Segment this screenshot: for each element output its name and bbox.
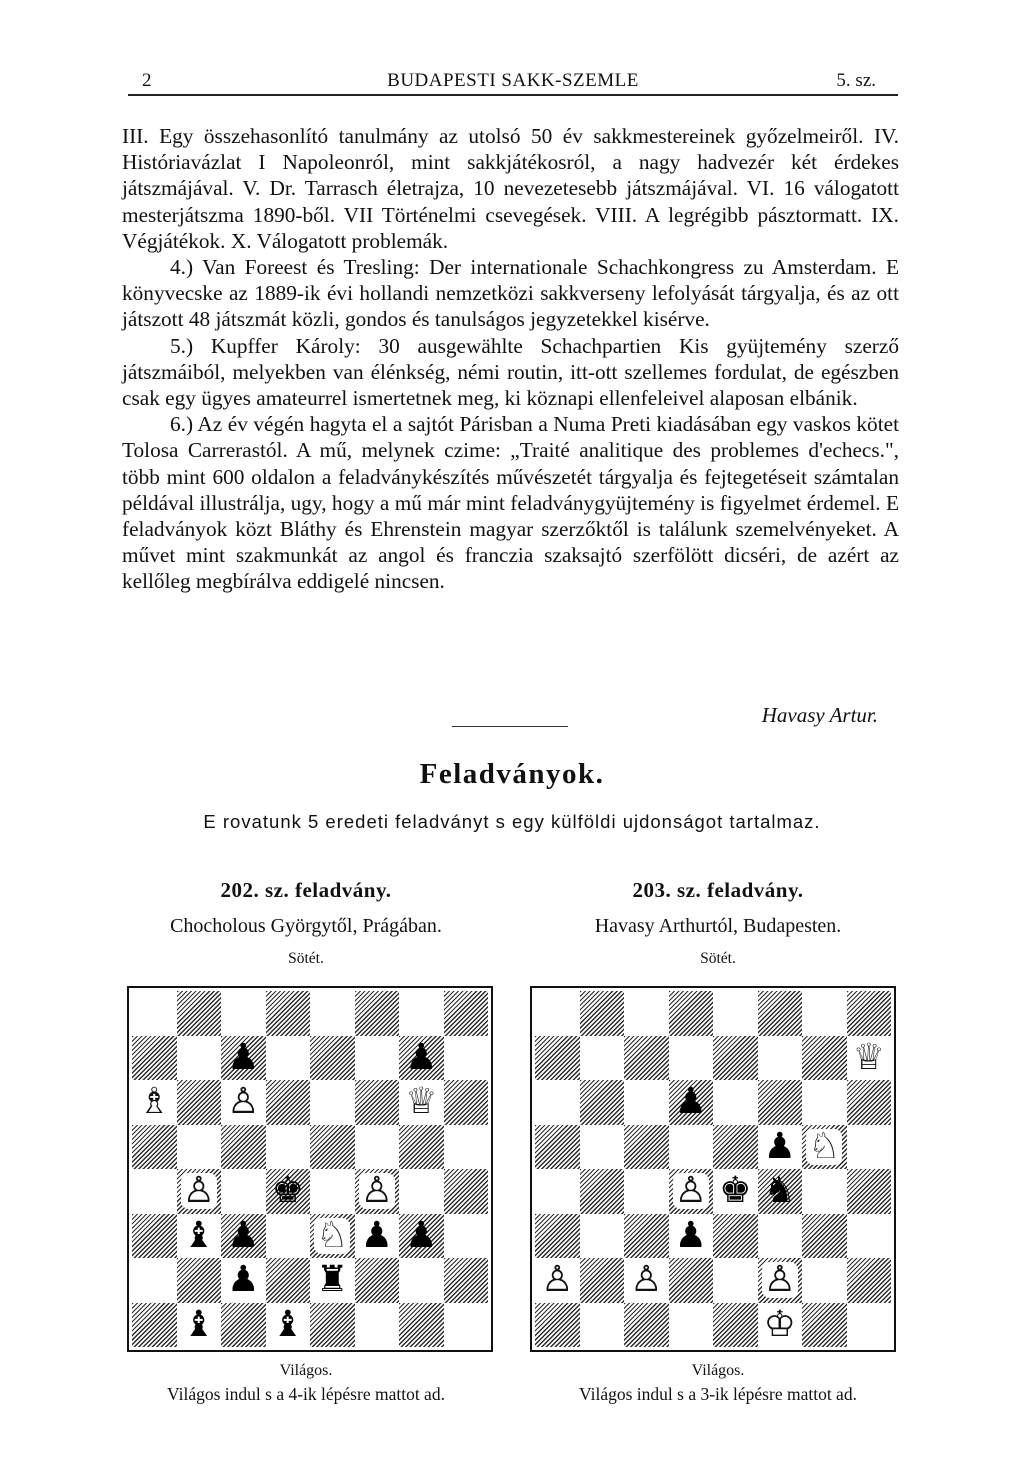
board-square (802, 1214, 847, 1259)
white-side-label: Világos. (279, 1362, 333, 1379)
problem-title: 202. sz. feladvány. (220, 878, 392, 902)
board-square (310, 1303, 355, 1348)
board-square (444, 1303, 489, 1348)
board-square (399, 1036, 444, 1081)
board-square (399, 1214, 444, 1259)
black-knight-icon: ♞ (763, 1170, 796, 1212)
problem-author: Havasy Arthurtól, Budapesten. (594, 915, 842, 937)
board-square (444, 1036, 489, 1081)
board-square (624, 1303, 669, 1348)
section-title: Feladványok. (419, 758, 605, 790)
board-square (444, 1125, 489, 1170)
board-square (580, 1036, 625, 1081)
board-square (669, 1169, 714, 1214)
board-square (758, 1303, 803, 1348)
board-square (221, 1303, 266, 1348)
board-square (669, 1125, 714, 1170)
white-pawn-icon: ♙ (360, 1170, 393, 1212)
article-body (122, 123, 899, 595)
board-square (266, 1214, 311, 1259)
paragraph-kupffer: 5.) Kupffer Károly: 30 ausgewählte Schachpartien Kis gyüjtemény szerző játszmáiból, melyekben van élénkség, némi routin, itt-ott szellemes fordulat, de egészben csak egy ügyes amateurrel ismertetnek meg, ki köznapi ellenfeleivel alaposan elbánik. (122, 333, 899, 411)
board-square (177, 1125, 222, 1170)
chessboard (535, 991, 891, 1347)
problem-203-footer (528, 1362, 908, 1405)
board-square (847, 1169, 892, 1214)
board-square (177, 1258, 222, 1303)
black-pawn-icon: ♟ (227, 1036, 260, 1078)
board-square (535, 1125, 580, 1170)
running-header (128, 56, 898, 96)
board-square (355, 1214, 400, 1259)
board-square (221, 1080, 266, 1125)
board-square (713, 1080, 758, 1125)
author-signature: Havasy Artur. (761, 703, 878, 727)
board-square (355, 1036, 400, 1081)
black-king-icon: ♚ (271, 1170, 304, 1212)
chessboard (132, 991, 488, 1347)
board-square (132, 991, 177, 1036)
board-square (802, 991, 847, 1036)
board-square (132, 1303, 177, 1348)
board-square (355, 1125, 400, 1170)
board-square (221, 1214, 266, 1259)
board-square (758, 1080, 803, 1125)
board-square (266, 1080, 311, 1125)
board-square (713, 1036, 758, 1081)
board-square (847, 1258, 892, 1303)
board-square (221, 991, 266, 1036)
section-divider (452, 726, 568, 727)
black-bishop-icon: ♝ (182, 1214, 215, 1256)
black-bishop-icon: ♝ (182, 1303, 215, 1345)
board-square (399, 991, 444, 1036)
board-square (444, 991, 489, 1036)
board-square (624, 991, 669, 1036)
board-square (847, 1036, 892, 1081)
board-square (758, 1125, 803, 1170)
board-square (624, 1125, 669, 1170)
board-square (669, 1036, 714, 1081)
board-square (310, 1036, 355, 1081)
paragraph-van-foreest: 4.) Van Foreest és Tresling: Der internationale Schachkongress zu Amsterdam. E könyvecske az 1889-ik évi hollandi nemzetközi sakkverseny lefolyását tárgyalja, és az ott játszott 48 játszmát közli, gondos és tanulságos jegyzetekkel kisérve. (122, 255, 899, 332)
board-square (847, 991, 892, 1036)
board-square (580, 1125, 625, 1170)
board-square (355, 1080, 400, 1125)
black-pawn-icon: ♟ (405, 1214, 438, 1256)
board-square (132, 1214, 177, 1259)
black-rook-icon: ♜ (316, 1259, 349, 1301)
board-square (802, 1080, 847, 1125)
problem-202-footer (116, 1362, 496, 1405)
black-pawn-icon: ♟ (405, 1036, 438, 1078)
board-square (669, 1303, 714, 1348)
board-square (802, 1169, 847, 1214)
board-square (624, 1214, 669, 1259)
board-square (444, 1214, 489, 1259)
board-square (624, 1036, 669, 1081)
problem-203-heading (528, 878, 908, 968)
board-square (355, 1258, 400, 1303)
board-square (177, 1169, 222, 1214)
white-king-icon: ♔ (763, 1303, 796, 1345)
white-knight-icon: ♘ (808, 1125, 841, 1167)
chess-diagram-203 (530, 986, 896, 1352)
board-square (266, 1125, 311, 1170)
paragraph-tolosa: 6.) Az év végén hagyta el a sajtót Párisban a Numa Preti kiadásában egy vaskos kötet Tolosa Carrerastól. A mű, melynek czime: „Traité analitique des problemes d'echecs.", több mint 600 oldalon a feladványkészítés művészetét tárgyalja és fejtegetéseit számtalan példával illustrálja, ugy, hogy a mű már mint feladványgyüjtemény is figyelmet érdemel. E feladványok közt Bláthy és Ehrenstein magyar szerzőktől is találunk szemelvényeket. A művet mint szakmunkát az angol és franczia szaksajtó szerfölött dicséri, de azért az kellőleg megbírálva eddigelé nincsen. (122, 412, 899, 594)
board-square (355, 1169, 400, 1214)
board-square (399, 1169, 444, 1214)
board-square (221, 1169, 266, 1214)
board-square (132, 1036, 177, 1081)
board-square (802, 1258, 847, 1303)
paragraph-contents-list: III. Egy összehasonlító tanulmány az utolsó 50 év sakkmestereinek győzelmeiről. IV. Históriavázlat I Napoleonról, mint sakkjátékosról, a nagy hadvezér két érdekes játszmájával. V. Dr. Tarrasch életrajza, 10 nevezetesebb játszmájával. VI. 16 válogatott mesterjátszma 1890-ből. VII Történelmi csevegések. VIII. A legrégibb pásztormatt. IX. Végjátékok. X. Válogatott problemák. (122, 124, 899, 253)
white-pawn-icon: ♙ (763, 1259, 796, 1301)
problem-stipulation: Világos indul s a 3-ik lépésre mattot ad. (579, 1384, 857, 1404)
board-square (355, 1303, 400, 1348)
board-square (669, 1258, 714, 1303)
board-square (580, 1169, 625, 1214)
board-square (266, 1258, 311, 1303)
problem-author: Chocholous Györgytől, Prágában. (170, 915, 442, 937)
board-square (624, 1258, 669, 1303)
board-square (399, 1080, 444, 1125)
board-square (669, 1214, 714, 1259)
board-square (535, 1169, 580, 1214)
board-square (535, 1214, 580, 1259)
board-square (310, 1214, 355, 1259)
board-square (221, 1258, 266, 1303)
board-square (399, 1125, 444, 1170)
board-square (847, 1214, 892, 1259)
chess-diagram-202 (127, 986, 493, 1352)
black-bishop-icon: ♝ (271, 1303, 304, 1345)
white-side-label: Világos. (691, 1362, 745, 1379)
board-square (535, 991, 580, 1036)
white-pawn-icon: ♙ (227, 1081, 260, 1123)
black-pawn-icon: ♟ (763, 1125, 796, 1167)
board-square (580, 991, 625, 1036)
white-knight-icon: ♘ (316, 1214, 349, 1256)
problem-202-heading (116, 878, 496, 968)
board-square (713, 1214, 758, 1259)
board-square (758, 1258, 803, 1303)
board-square (713, 1303, 758, 1348)
journal-title: BUDAPESTI SAKK-SZEMLE (387, 70, 639, 91)
board-square (444, 1169, 489, 1214)
board-square (802, 1036, 847, 1081)
board-square (535, 1303, 580, 1348)
board-square (535, 1036, 580, 1081)
board-square (758, 1036, 803, 1081)
white-queen-icon: ♕ (405, 1081, 438, 1123)
board-square (802, 1125, 847, 1170)
section-subtitle: E rovatunk 5 eredeti feladványt s egy külföldi ujdonságot tartalmaz. (203, 811, 821, 832)
board-square (310, 991, 355, 1036)
board-square (132, 1258, 177, 1303)
white-queen-icon: ♕ (852, 1036, 885, 1078)
board-square (177, 991, 222, 1036)
black-pawn-icon: ♟ (360, 1214, 393, 1256)
board-square (310, 1125, 355, 1170)
board-square (758, 991, 803, 1036)
board-square (713, 1125, 758, 1170)
board-square (847, 1080, 892, 1125)
board-square (580, 1214, 625, 1259)
board-square (266, 991, 311, 1036)
issue-number: 5. sz. (836, 70, 876, 91)
board-square (266, 1169, 311, 1214)
black-side-label: Sötét. (288, 950, 324, 967)
problem-title: 203. sz. feladvány. (632, 878, 804, 902)
board-square (758, 1214, 803, 1259)
board-square (624, 1080, 669, 1125)
board-square (266, 1036, 311, 1081)
board-square (758, 1169, 803, 1214)
board-square (266, 1303, 311, 1348)
board-square (310, 1169, 355, 1214)
board-square (444, 1258, 489, 1303)
board-square (132, 1169, 177, 1214)
board-square (310, 1258, 355, 1303)
board-square (177, 1303, 222, 1348)
board-square (310, 1080, 355, 1125)
board-square (535, 1080, 580, 1125)
board-square (177, 1214, 222, 1259)
board-square (713, 1169, 758, 1214)
black-king-icon: ♚ (719, 1170, 752, 1212)
black-side-label: Sötét. (700, 950, 736, 967)
white-bishop-icon: ♗ (138, 1081, 171, 1123)
board-square (177, 1036, 222, 1081)
board-square (580, 1303, 625, 1348)
board-square (132, 1080, 177, 1125)
problem-stipulation: Világos indul s a 4-ik lépésre mattot ad. (167, 1384, 445, 1404)
board-square (444, 1080, 489, 1125)
board-square (399, 1303, 444, 1348)
board-square (580, 1080, 625, 1125)
board-square (132, 1125, 177, 1170)
white-pawn-icon: ♙ (541, 1259, 574, 1301)
black-pawn-icon: ♟ (227, 1214, 260, 1256)
page-number: 2 (142, 70, 152, 91)
board-square (177, 1080, 222, 1125)
black-pawn-icon: ♟ (674, 1081, 707, 1123)
board-square (399, 1258, 444, 1303)
board-square (847, 1303, 892, 1348)
black-pawn-icon: ♟ (227, 1259, 260, 1301)
board-square (669, 991, 714, 1036)
board-square (713, 991, 758, 1036)
board-square (221, 1125, 266, 1170)
board-square (580, 1258, 625, 1303)
white-pawn-icon: ♙ (630, 1259, 663, 1301)
white-pawn-icon: ♙ (182, 1170, 215, 1212)
black-pawn-icon: ♟ (674, 1214, 707, 1256)
board-square (221, 1036, 266, 1081)
board-square (624, 1169, 669, 1214)
board-square (355, 991, 400, 1036)
board-square (847, 1125, 892, 1170)
board-square (802, 1303, 847, 1348)
board-square (713, 1258, 758, 1303)
board-square (669, 1080, 714, 1125)
white-pawn-icon: ♙ (674, 1170, 707, 1212)
board-square (535, 1258, 580, 1303)
